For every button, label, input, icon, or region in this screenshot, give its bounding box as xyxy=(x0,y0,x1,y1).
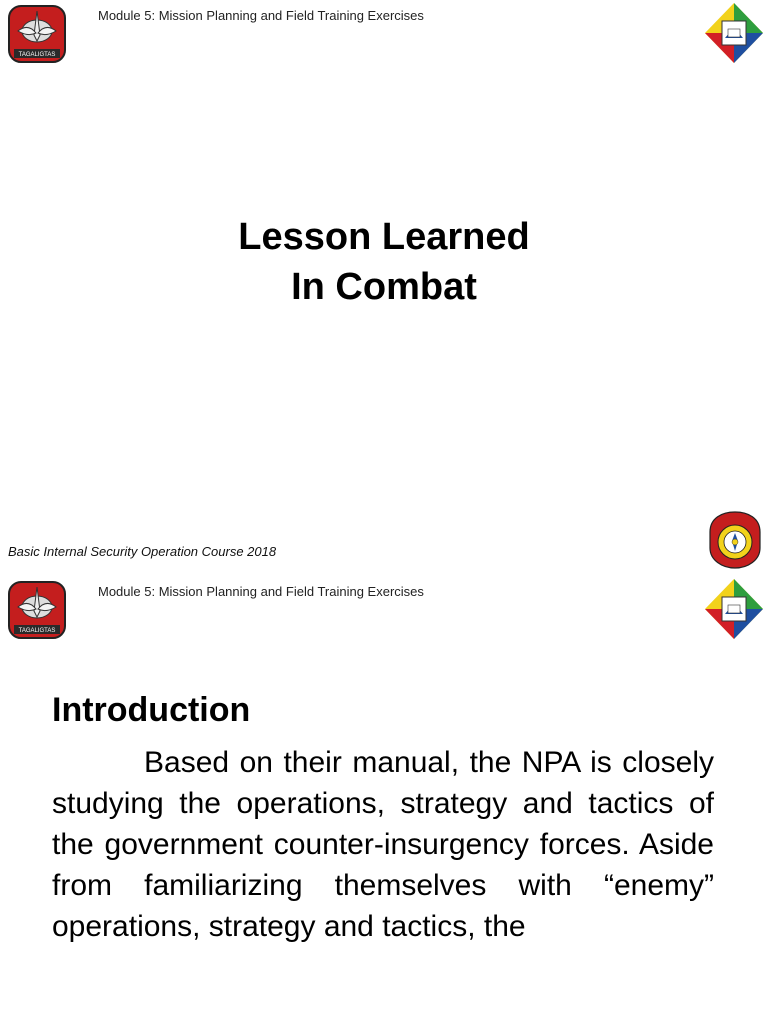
body-paragraph xyxy=(52,742,714,947)
unit-emblem-icon xyxy=(8,581,66,639)
diamond-emblem-icon xyxy=(704,578,764,640)
module-header: Module 5: Mission Planning and Field Training Exercises xyxy=(98,584,424,599)
content-slide xyxy=(0,576,768,1024)
tagaligtas-logo xyxy=(8,5,66,63)
module-header: Module 5: Mission Planning and Field Training Exercises xyxy=(98,8,424,23)
slide-title-line2: In Combat xyxy=(291,266,477,308)
paragraph-text: Based on their manual, the NPA is closely studying the operations, strategy and tactics of the government counter-insurgency forces. Aside from familiarizing themselves with “enemy” operations, strategy and tactics, the xyxy=(52,746,714,943)
svg-text:TAGALIGTAS: TAGALIGTAS xyxy=(18,52,56,58)
course-footer: Basic Internal Security Operation Course 2018 xyxy=(8,544,277,559)
section-heading: Introduction xyxy=(52,691,251,729)
seal-icon xyxy=(708,510,762,570)
unit-emblem-icon xyxy=(8,5,66,63)
diamond-emblem-icon xyxy=(704,2,764,64)
diamond-emblem-logo xyxy=(704,2,764,64)
tagaligtas-logo xyxy=(8,581,66,639)
afp-seal-logo xyxy=(708,510,762,570)
diamond-emblem-logo xyxy=(704,578,764,640)
svg-text:TAGALIGTAS: TAGALIGTAS xyxy=(18,628,56,634)
slide-title-line1: Lesson Learned xyxy=(238,216,530,258)
